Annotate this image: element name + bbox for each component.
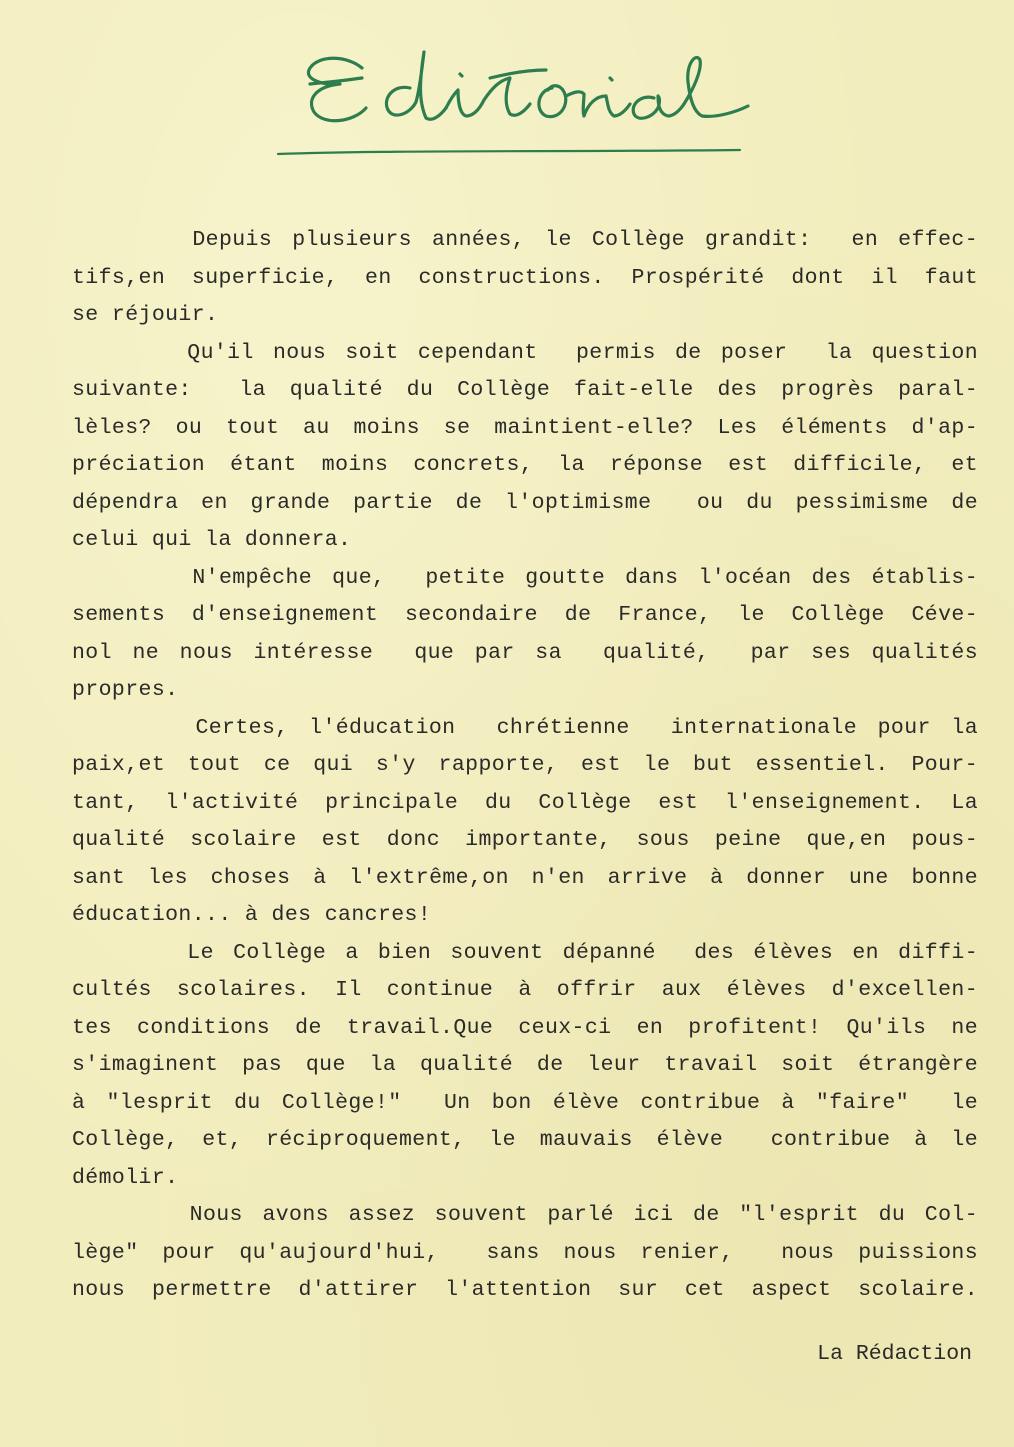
text-line: suivante: la qualité du Collège fait-elle des progrès paral- — [72, 378, 978, 402]
paragraph-2 — [72, 335, 978, 560]
text-line: tifs,en superficie, en constructions. Prospérité dont il faut — [72, 265, 978, 290]
text-line: lège" pour qu'aujourd'hui, sans nous renier, nous puissions — [72, 1240, 978, 1265]
text-line: Le Collège a bien souvent dépanné des élèves en diffi- — [72, 940, 978, 965]
text-line: N'empêche que, petite goutte dans l'océan des établis- — [72, 565, 978, 590]
text-line: se réjouir. — [72, 303, 219, 327]
title-underline — [278, 150, 740, 154]
text-line: tant, l'activité principale du Collège est l'enseignement. La — [72, 790, 978, 815]
text-line: celui qui la donnera. — [72, 528, 352, 552]
paragraph-1 — [72, 222, 978, 335]
paragraph-6 — [72, 1197, 978, 1310]
text-line: qualité scolaire est donc importante, sous peine que,en pous- — [72, 828, 978, 852]
editorial-handwritten-title-graphic — [270, 38, 750, 168]
text-line: sant les choses à l'extrême,on n'en arrive à donner une bonne — [72, 865, 978, 890]
text-line: Qu'il nous soit cependant permis de poser la question — [72, 340, 978, 365]
text-line: paix,et tout ce qui s'y rapporte, est le but essentiel. Pour- — [72, 753, 978, 777]
text-line: démolir. — [72, 1165, 179, 1190]
editorial-body — [72, 222, 978, 1310]
text-line: Certes, l'éducation chrétienne internationale pour la — [72, 715, 978, 740]
paragraph-5 — [72, 935, 978, 1198]
text-line: dépendra en grande partie de l'optimisme ou du pessimisme de — [72, 490, 978, 515]
text-line: sements d'enseignement secondaire de France, le Collège Céve- — [72, 603, 978, 627]
text-line: nol ne nous intéresse que par sa qualité, par ses qualités — [72, 640, 978, 665]
paragraph-4 — [72, 710, 978, 935]
signature: La Rédaction — [817, 1342, 972, 1366]
text-line: cultés scolaires. Il continue à offrir aux élèves d'excellen- — [72, 978, 978, 1002]
text-line: Nous avons assez souvent parlé ici de "l'esprit du Col- — [72, 1203, 978, 1227]
text-line: lèles? ou tout au moins se maintient-elle? Les éléments d'ap- — [72, 415, 978, 440]
text-line: Depuis plusieurs années, le Collège grandit: en effec- — [72, 228, 978, 252]
text-line: s'imaginent pas que la qualité de leur travail soit étrangère — [72, 1053, 978, 1077]
text-line: Collège, et, réciproquement, le mauvais élève contribue à le — [72, 1128, 978, 1152]
text-line: préciation étant moins concrets, la réponse est difficile, et — [72, 453, 978, 477]
text-line: nous permettre d'attirer l'attention sur cet aspect scolaire. — [72, 1278, 978, 1302]
text-line: éducation... à des cancres! — [72, 903, 432, 927]
text-line: tes conditions de travail.Que ceux-ci en profitent! Qu'ils ne — [72, 1015, 978, 1040]
paragraph-3 — [72, 560, 978, 710]
handwritten-title — [270, 38, 750, 168]
text-line: à "lesprit du Collège!" Un bon élève contribue à "faire" le — [72, 1090, 978, 1115]
text-line: propres. — [72, 678, 179, 702]
